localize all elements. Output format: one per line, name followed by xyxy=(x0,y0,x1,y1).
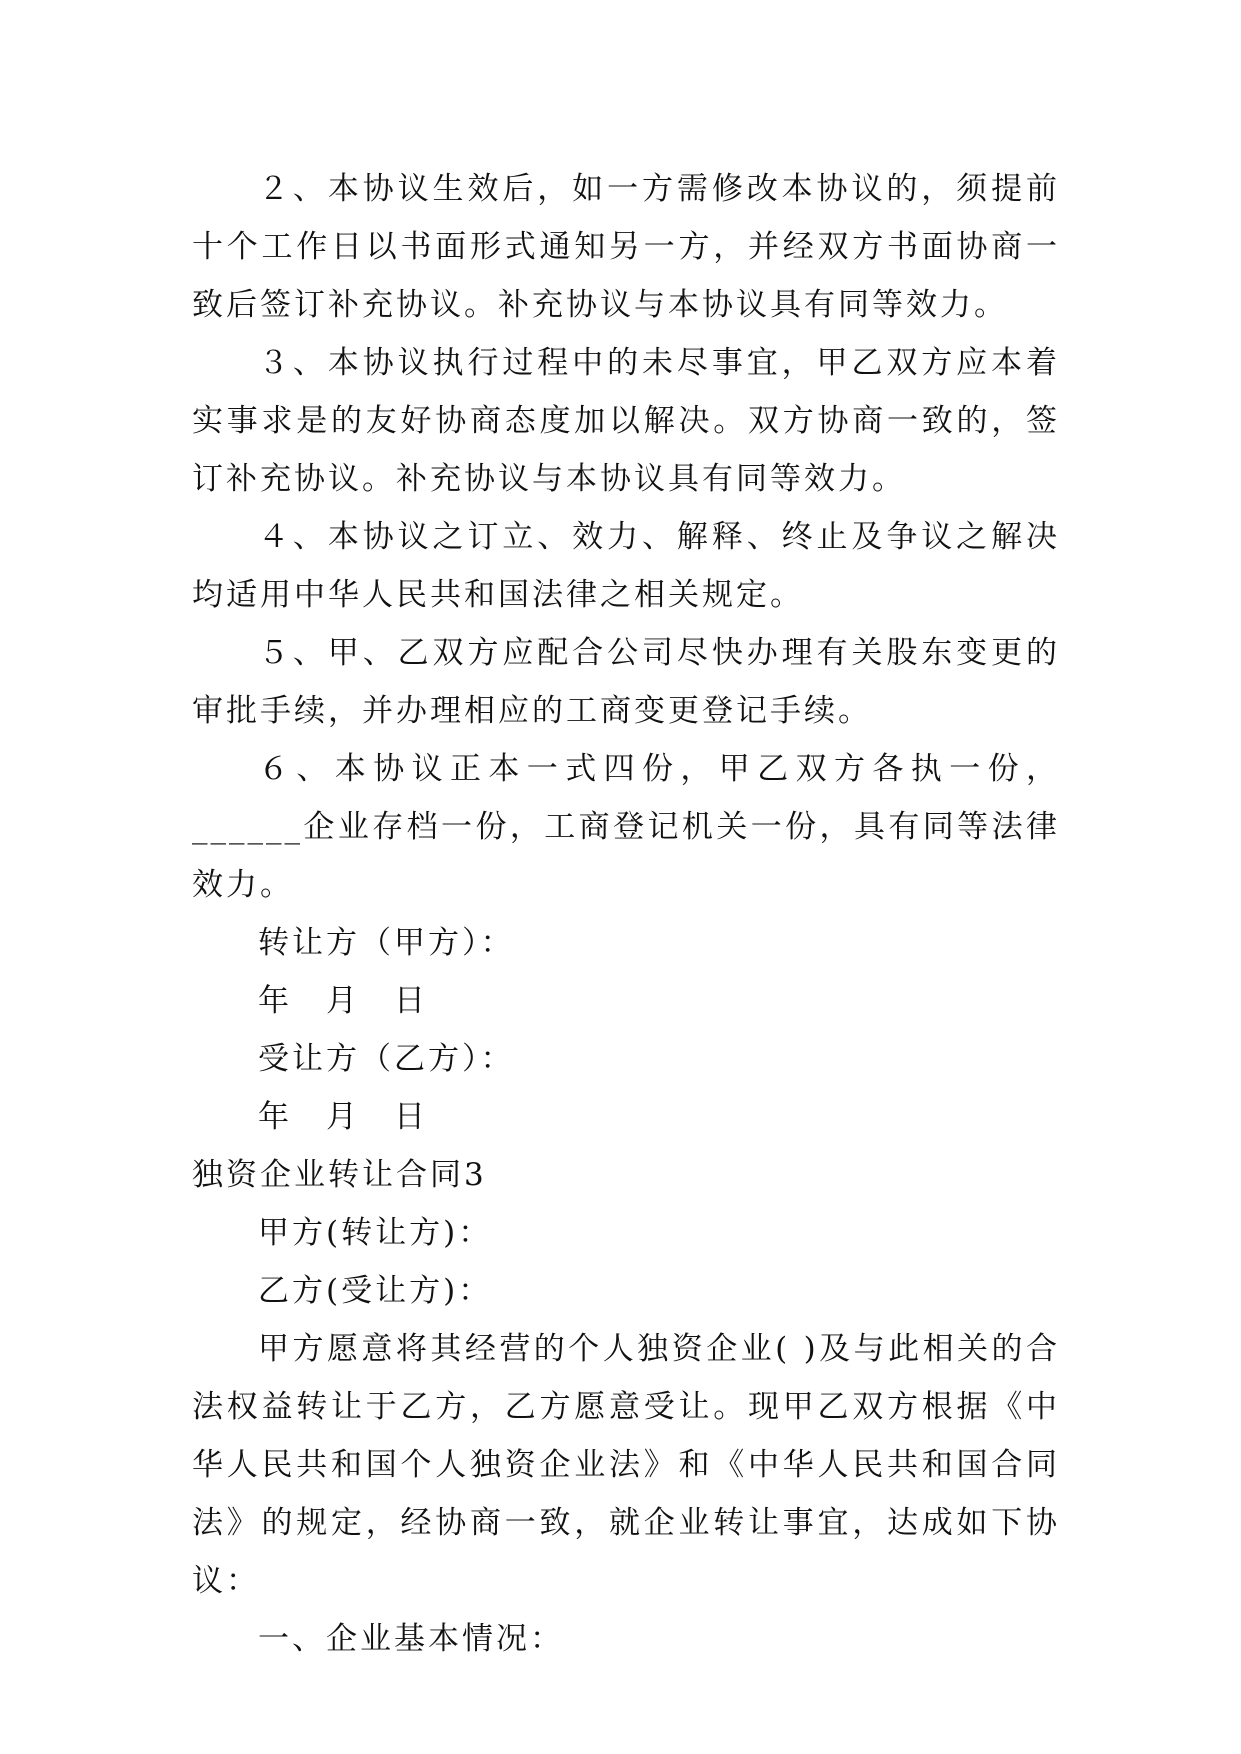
party-a-label: 甲方(转让方)： xyxy=(258,1215,493,1251)
clause-6: ６、本协议正本一式四份，甲乙双方各执一份，______企业存档一份，工商登记机关一份，具有同等法律效力。 xyxy=(192,751,1060,903)
clause-2: ２、本协议生效后，如一方需修改本协议的，须提前十个工作日以书面形式通知另一方，并经双方书面协商一致后签订补充协议。补充协议与本协议具有同等效力。 xyxy=(192,171,1060,323)
contract-3-intro: 甲方愿意将其经营的个人独资企业( )及与此相关的合法权益转让于乙方，乙方愿意受让。现甲乙双方根据《中华人民共和国个人独资企业法》和《中华人民共和国合同法》的规定，经协商一致，就企业转让事宜，达成如下协议： xyxy=(192,1331,1060,1599)
transferor-signature: 转让方（甲方）： xyxy=(258,925,515,961)
transferee-signature: 受让方（乙方）： xyxy=(258,1041,515,1077)
party-b-label: 乙方(受让方)： xyxy=(258,1273,493,1309)
section-1-heading: 一、企业基本情况： xyxy=(258,1621,564,1657)
transferor-date: 年 月 日 xyxy=(258,983,428,1019)
contract-3-title: 独资企业转让合同3 xyxy=(192,1157,487,1193)
transferee-date: 年 月 日 xyxy=(258,1099,428,1135)
clause-5: ５、甲、乙双方应配合公司尽快办理有关股东变更的审批手续，并办理相应的工商变更登记手续。 xyxy=(192,635,1060,729)
clause-3: ３、本协议执行过程中的未尽事宜，甲乙双方应本着实事求是的友好协商态度加以解决。双方协商一致的，签订补充协议。补充协议与本协议具有同等效力。 xyxy=(192,345,1060,497)
document-body xyxy=(192,160,1060,1668)
clause-4: ４、本协议之订立、效力、解释、终止及争议之解决均适用中华人民共和国法律之相关规定。 xyxy=(192,519,1060,613)
